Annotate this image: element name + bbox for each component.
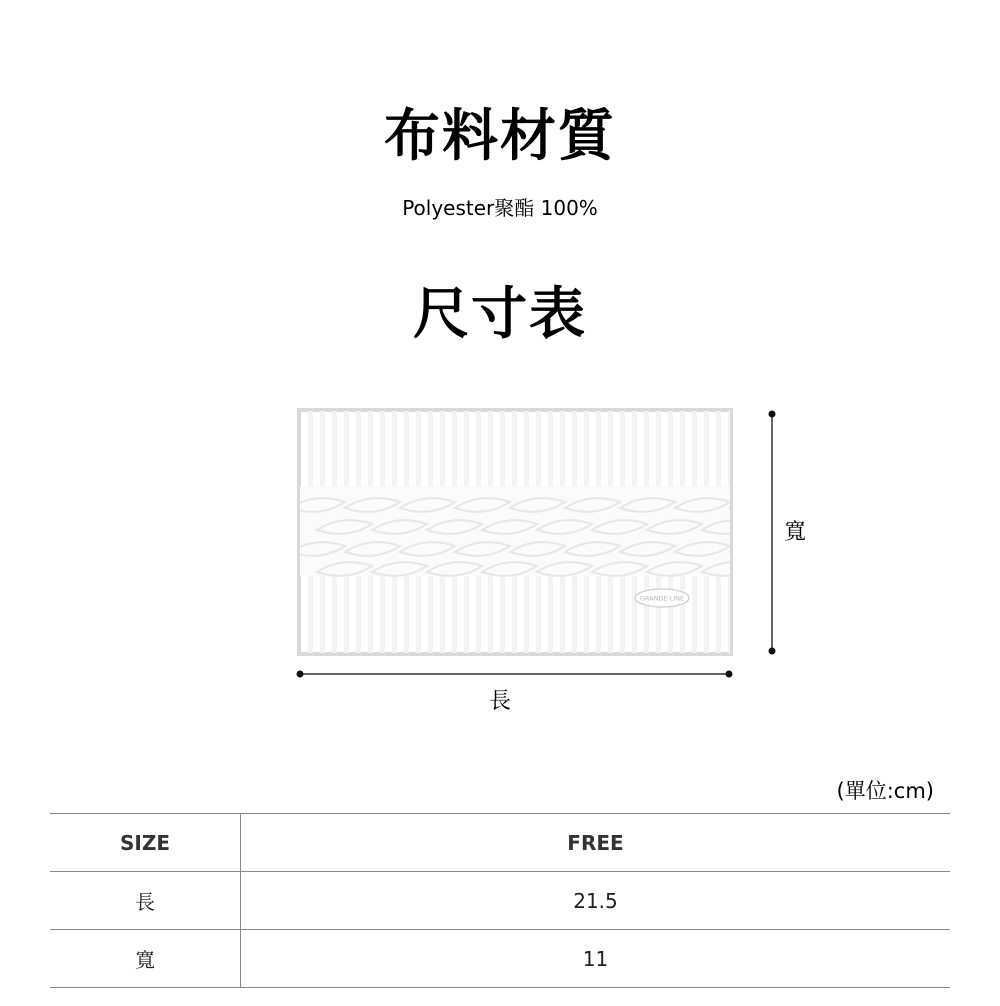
table-row xyxy=(50,930,950,988)
size-chart-heading: 尺寸表 xyxy=(413,282,587,347)
brand-tag-text: GRANDE LINE xyxy=(639,594,685,603)
table-header-size: SIZE xyxy=(50,814,241,872)
table-row xyxy=(50,872,950,930)
width-label: 寬 xyxy=(784,520,807,545)
table-header-row xyxy=(50,814,950,872)
headband-illustration xyxy=(290,400,790,715)
material-heading: 布料材質 xyxy=(384,104,616,169)
row-label: 寬 xyxy=(50,930,241,988)
table-header-free: FREE xyxy=(241,814,951,872)
row-value: 21.5 xyxy=(241,872,951,930)
row-label: 長 xyxy=(50,872,241,930)
length-label: 長 xyxy=(489,689,512,714)
material-composition: Polyester聚酯 100% xyxy=(402,196,598,220)
unit-note: (單位:cm) xyxy=(836,779,934,803)
row-value: 11 xyxy=(241,930,951,988)
size-table xyxy=(50,813,950,988)
product-size-diagram xyxy=(290,400,807,715)
